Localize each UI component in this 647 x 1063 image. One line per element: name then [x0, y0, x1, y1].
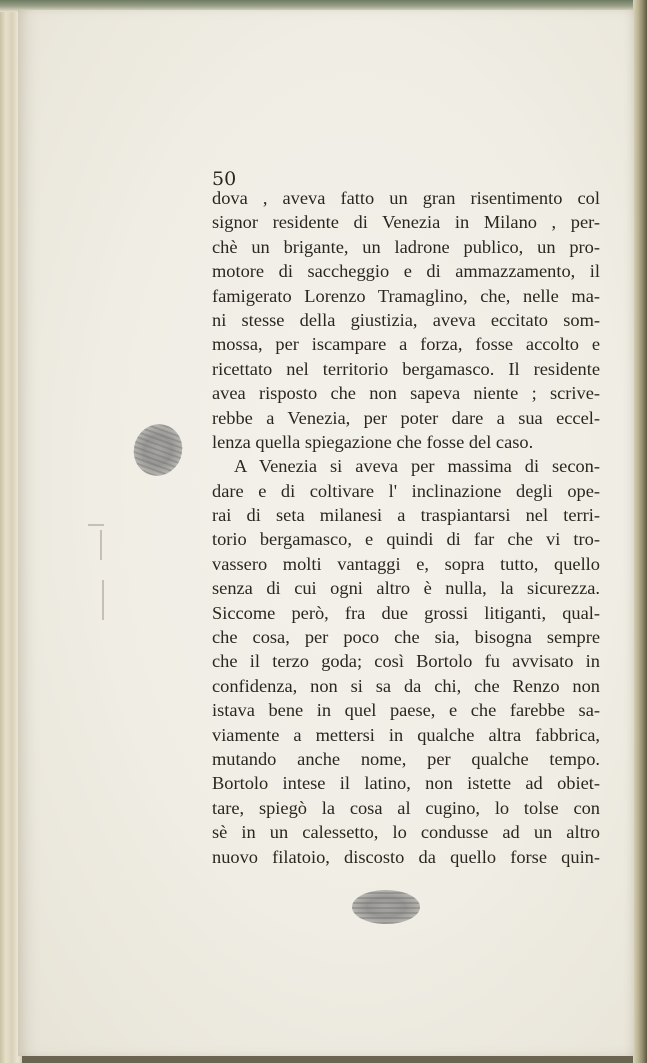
text-line: famigerato Lorenzo Tramaglino, che, nelle ma- [212, 285, 600, 306]
book-page [18, 10, 634, 1056]
text-line: sè in un calessetto, lo condusse ad un altro [212, 822, 600, 843]
text-line: rai di seta milanesi a traspiantarsi nel terri- [212, 505, 600, 526]
text-line: che cosa, per poco che sia, bisogna sempre [212, 627, 600, 648]
library-stamp-bottom [352, 890, 420, 924]
stamp-texture [352, 890, 420, 924]
text-line: ricettato nel territorio bergamasco. Il residente [212, 358, 600, 379]
text-line: ni stesse della giustizia, aveva eccitato som- [212, 309, 600, 330]
text-line: mutando anche nome, per qualche tempo. [212, 748, 600, 769]
margin-mark [100, 530, 102, 560]
text-line: nuovo filatoio, discosto da quello forse quin- [212, 846, 600, 867]
page-number: 50 [212, 168, 237, 190]
text-line: A Venezia si aveva per massima di secon- [234, 456, 600, 477]
text-line: Siccome però, fra due grossi litiganti, qual- [212, 602, 600, 623]
text-line: signor residente di Venezia in Milano , per- [212, 212, 600, 233]
text-line: mossa, per iscampare a forza, fosse accolto e [212, 334, 600, 355]
text-line: torio bergamasco, e quindi di far che vi tro- [212, 529, 600, 550]
text-line: tare, spiegò la cosa al cugino, lo tolse con [212, 797, 600, 818]
text-line: avea risposto che non sapeva niente ; scrive- [212, 383, 600, 404]
margin-mark [102, 580, 104, 620]
margin-mark [88, 524, 104, 526]
text-line: confidenza, non si sa da chi, che Renzo non [212, 675, 600, 696]
text-line: dova , aveva fatto un gran risentimento col [212, 188, 600, 208]
text-line: che il terzo goda; così Bortolo fu avvisato in [212, 651, 600, 672]
text-line: motore di saccheggio e di ammazzamento, il [212, 261, 600, 282]
text-line: chè un brigante, un ladrone publico, un pro- [212, 236, 600, 257]
body-text [212, 186, 600, 869]
text-line: dare e di coltivare l' inclinazione degli ope- [212, 480, 600, 501]
text-line: vassero molti vantaggi e, sopra tutto, quello [212, 553, 600, 574]
text-line: viamente a mettersi in qualche altra fabbrica, [212, 724, 600, 745]
book-right-edge [633, 0, 647, 1063]
text-line: rebbe a Venezia, per poter dare a sua eccel- [212, 407, 600, 428]
text-line: istava bene in quel paese, e che farebbe sa- [212, 700, 600, 721]
text-line: lenza quella spiegazione che fosse del caso. [212, 431, 534, 452]
text-line: senza di cui ogni altro è nulla, la sicurezza. [212, 578, 600, 599]
text-line: Bortolo intese il latino, non istette ad obiet- [212, 773, 600, 794]
